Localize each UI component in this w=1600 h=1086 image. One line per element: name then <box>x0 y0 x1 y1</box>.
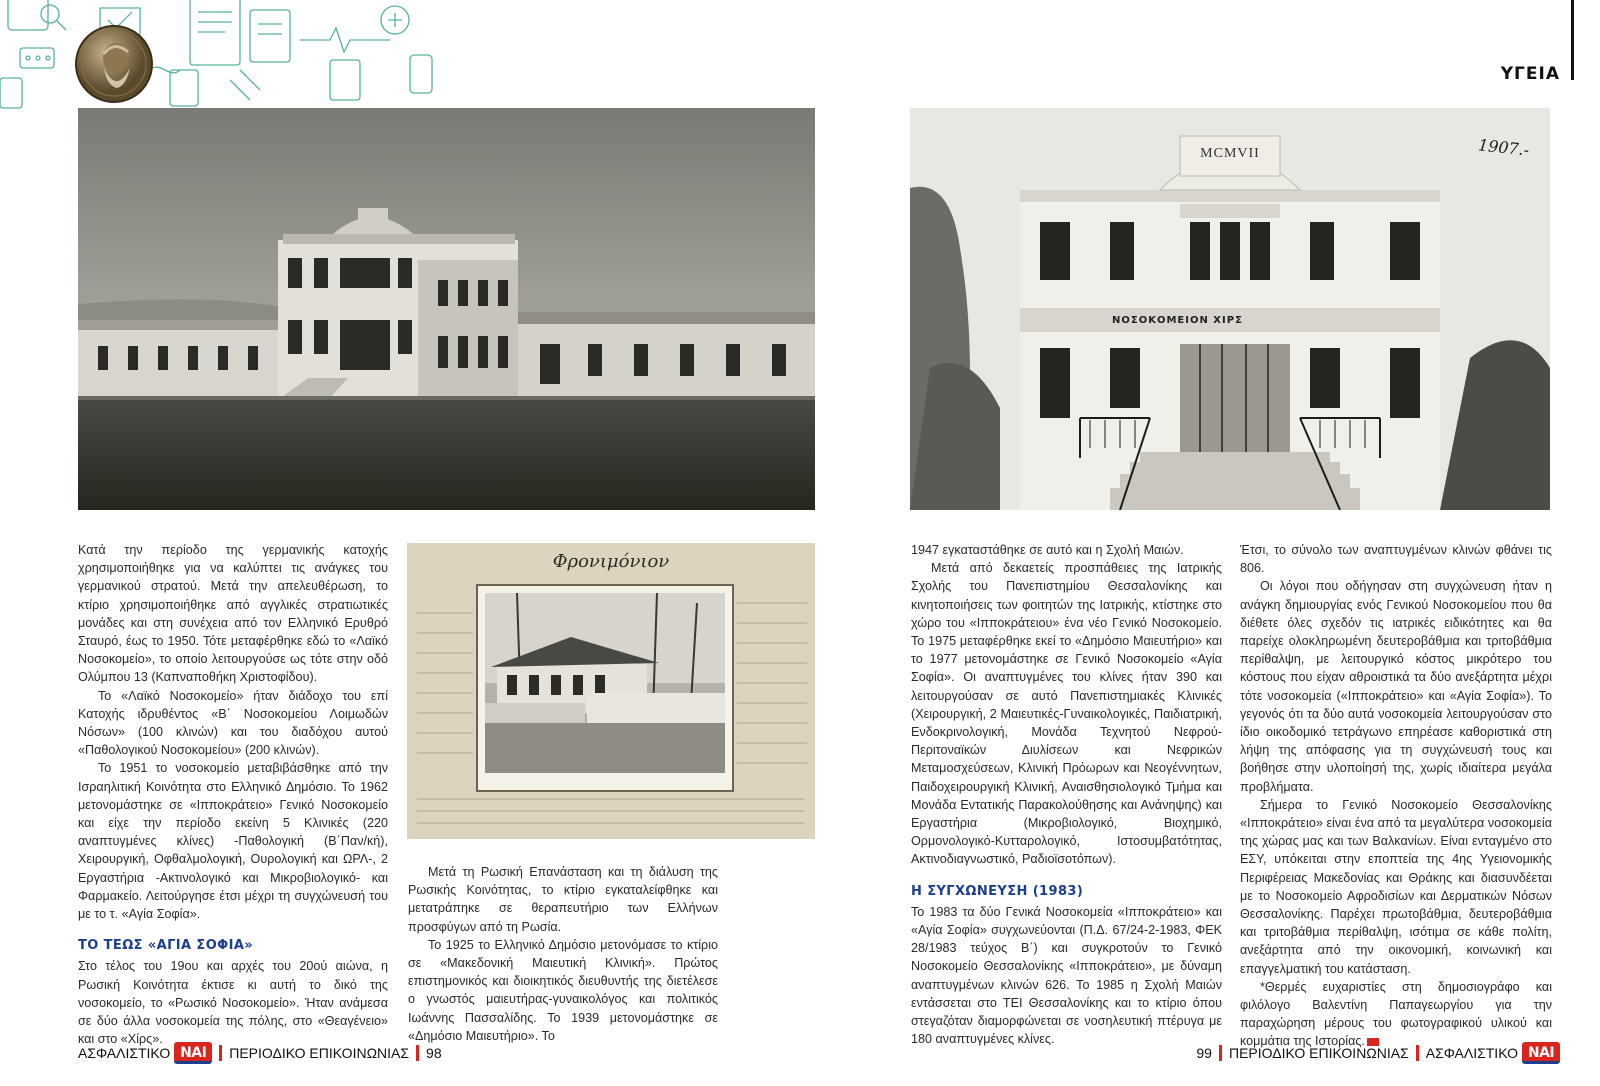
footer-divider <box>1416 1045 1419 1061</box>
page-number: 99 <box>1196 1045 1212 1061</box>
footer-label: ΠΕΡΙΟΔΙΚΟ ΕΠΙΚΟΙΝΩΝΙΑΣ <box>229 1045 410 1061</box>
footer-divider <box>416 1045 419 1061</box>
hippocrates-medallion-image <box>74 24 154 104</box>
right-column-1 <box>911 541 1222 1048</box>
paragraph: Το 1925 το Ελληνικό Δημόσιο μετονόμασε το κτίριο σε «Μακεδονική Μαιευτική Κλινική». Πρώτος επιστημονικός και διοικητικός διευθυντής της διετέλεσε ο γνωστός μαιευτήρας-γυναικολόγος και πολιτικός Ιωάννης Πασσαλίδης. Το 1939 μετονομάστηκε σε «Δημόσιο Μαιευτήριο». Το <box>408 937 718 1043</box>
paragraph: Έτσι, το σύνολο των αναπτυγμένων κλινών φθάνει τις 806. <box>1240 543 1552 576</box>
nai-logo-icon: ΝΑΙ <box>174 1042 212 1064</box>
paragraph: Το 1951 το νοσοκομείο μεταβιβάσθηκε από την Ισραηλιτική Κοινότητα στο Ελληνικό Δημόσιο. Το 1962 μετονομάστηκε σε «Ιπποκράτειο» Γενικό Νοσοκομείο και είχε την περίοδο εκείνη 5 Κλινικές (220 αναπτυγμένες κλίνες) -Παθολογική (Β΄Παν/κή), Χειρουργική, Οφθαλμολογική, Ουρολογική και ΩΡΛ-, 2 Εργαστήρια -Ακτινολογικό και Μικροβιολογικό- και Φαρμακείο. Λειτούργησε έτσι μέχρι τη συγχώνευσή του με το τ. «Αγία Σοφία». <box>78 761 388 922</box>
right-column-2 <box>1240 541 1552 1051</box>
paragraph: Κατά την περίοδο της γερμανικής κατοχής χρησιμοποιήθηκε για να καλύπτει τις ανάγκες του γερμανικού στρατού. Μετά την απελευθέρωση, το κτίριο χρησιμοποιήθηκε από αγγλικές στρατιωτικές μονάδες και στη συνέχεια από τον Ελληνικό Ερυθρό Σταυρό, έως το 1950. Τότε μεταφέρθηκε εδώ το «Λαϊκό Νοσοκομείο», το οποίο λειτουργούσε ως τότε στην οδό Ολύμπου 13 (Καπναποθήκη Χριστοφίδου). <box>78 543 388 685</box>
paragraph: Το «Λαϊκό Νοσοκομείο» ήταν διάδοχο του επί Κατοχής ιδρυθέντος «Β΄ Νοσοκομείου Λοιμωδών Νόσων» (100 κλινών) και του διαδόχου αυτού «Παθολογικού Νοσοκομείου» (200 κλινών). <box>78 688 388 758</box>
section-heading: Η ΣΥΓΧΩΝΕΥΣΗ (1983) <box>911 883 1084 899</box>
paragraph <box>1240 978 1552 1051</box>
footer-divider <box>1219 1045 1222 1061</box>
footer-label: ΠΕΡΙΟΔΙΚΟ ΕΠΙΚΟΙΝΩΝΙΑΣ <box>1228 1045 1409 1061</box>
footer-divider <box>219 1045 222 1061</box>
acknowledgement-text: *Θερμές ευχαριστίες στη δημοσιογράφο και φιλόλογο Βαλεντίνη Παπαγεωργίου για την παραχώρηση μέρους του φωτογραφικού υλικού και κομμάτια της Ιστορίας. <box>1240 979 1552 1049</box>
historic-hospital-photo <box>78 108 815 510</box>
page-number: 98 <box>426 1045 442 1061</box>
paragraph: Μετά από δεκαετείς προσπάθειες της Ιατρικής Σχολής του Πανεπιστημίου Θεσσαλονίκης και κινητοποιήσεις των φοιτητών της Ιατρικής, κτίστηκε στο χώρο του «Ιπποκράτειου» ένα νέο Γενικό Νοσοκομείο. Το 1975 μεταφέρθηκε εκεί το «Δημόσιο Μαιευτήριο» και το 1977 μετονομάστηκε σε Γενικό Νοσοκομείο «Αγία Σοφία». Οι αναπτυγμένες του κλίνες ήταν 390 και λειτουργούσαν σε αυτό Πανεπιστημιακές Κλινικές (Χειρουργική, 2 Μαιευτικές-Γυναικολογικές, Παιδιατρική, Ενδοκρινολογική, Μονάδα Τεχνητού Νεφρού-Περιτοναϊκών Διυλίσεων και Νεφρικών Μεταμοσχεύσεων, Κλινική Πρόωρων και Νεογέννητων, Παιδοχειρουργική Κλινική, Αναισθησιολογικό Τμήμα και Μονάδα Εντατικής Παρακολούθησης και Ανάνηψης) και Εργαστήρια (Μικροβιολογικό, Βιοχημικό, Ορμονολογικό-Κυτταρολογικό, Ιστοσυμβατότητας, Ακτινοδιαγνωστικό, Ραδιοϊσοτόπων). <box>911 561 1222 867</box>
footer-brand: ΑΣΦΑΛΙΣΤΙΚΟ <box>78 1045 171 1061</box>
album-page-drawing <box>407 543 815 839</box>
left-column-1 <box>78 541 388 1048</box>
building-sign: ΝΟΣΟΚΟΜΕΙΟΝ ΧΙΡΣ <box>1112 315 1243 326</box>
paragraph: Στο τέλος του 19ου και αρχές του 20ού αιώνα, η Ρωσική Κοινότητα έκτισε κι αυτή το δικό της νοσοκομείο, το «Ρωσικό Νοσοκομείο». Ήταν ανάμεσα σε δύο άλλα νοσοκομεία της πόλης, στο «Θεαγένειο» και στο «Χίρς». <box>78 959 388 1047</box>
paragraph: 1947 εγκαταστάθηκε σε αυτό και η Σχολή Μαιών. <box>911 543 1184 557</box>
paragraph: Μετά τη Ρωσική Επανάσταση και τη διάλυση της Ρωσικής Κοινότητας, το κτίριο εγκαταλείφθηκε και μετατράπηκε σε θεραπευτήριο των Ελλήνων προσφύγων από τη Ρωσία. <box>408 865 718 934</box>
left-column-2 <box>408 863 718 1045</box>
paragraph: Το 1983 τα δύο Γενικά Νοσοκομεία «Ιπποκράτειο» και «Αγία Σοφία» συγχωνεύονται (Π.Δ. 67/24-2-1983, ΦΕΚ 28/1983 τεύχος Β΄) και συγκροτούν το Γενικό Νοσοκομείο Θεσσαλονίκης «Ιπποκράτειο», με δύναμη αναπτυγμένων κλινών 626. Το 1985 η Σχολή Μαιών εντάσσεται στο ΤΕΙ Θεσσαλονίκης και το κτίριο όπου στεγαζόταν διαμορφώνεται σε νοσηλευτική πτέρυγα με 180 αναπτυγμένες κλίνες. <box>911 904 1222 1047</box>
album-page-photo <box>407 543 815 839</box>
album-handwritten-title: Φρονιμόνιον <box>552 551 670 572</box>
building-year-inscription: MCMVII <box>1200 146 1260 161</box>
section-label: ΥΓΕΙΑ <box>1500 64 1560 84</box>
right-footer <box>1196 1042 1560 1064</box>
left-footer <box>78 1042 442 1064</box>
hirsch-building-drawing <box>910 108 1550 510</box>
medical-doodles-decoration <box>0 0 440 110</box>
footer-brand: ΑΣΦΑΛΙΣΤΙΚΟ <box>1425 1045 1518 1061</box>
section-heading: ΤΟ ΤΕΩΣ «ΑΓΙΑ ΣΟΦΙΑ» <box>78 938 254 954</box>
paragraph: Σήμερα το Γενικό Νοσοκομείο Θεσσαλονίκης «Ιπποκράτειο» είναι ένα από τα μεγαλύτερα νοσοκομεία της χώρας μας και των Βαλκανίων. Είναι ενταγμένο στο ΕΣΥ, υπόκειται στην εποπτεία της 4ης Υγειονομικής Περιφέρειας Μακεδονίας και Θράκης και διασυνδέεται με το Νοσοκομείο Αφροδισίων και Δερματικών Νόσων Θεσσαλονίκης. Παρέχει πρωτοβάθμια, δευτεροβάθμια και τριτοβάθμια περίθαλψη, ισότιμα σε κάθε πολίτη, ανεξάρτητα από την οικονομική, κοινωνική και επαγγελματική του κατάσταση. <box>1240 797 1552 976</box>
nai-logo-icon: ΝΑΙ <box>1522 1042 1560 1064</box>
section-divider-bar <box>1571 0 1574 80</box>
handwritten-year: 1907.- <box>1477 135 1531 160</box>
paragraph: Οι λόγοι που οδήγησαν στη συγχώνευση ήταν η ανάγκη δημιουργίας ενός Γενικού Νοσοκομείου που θα διέθετε όλες σχεδόν τις ιατρικές ειδικότητες και θα παρείχε ολοκληρωμένη δευτεροβάθμια και τριτοβάθμια περίθαλψη, με λειτουργικό κόστος μικρότερο του κόστους που είχαν αθροιστικά τα δύο ανεξάρτητα μέχρι τότε νοσοκομεία («Ιπποκράτειο» και «Αγία Σοφία»). Το γεγονός ότι τα δύο αυτά νοσοκομεία λειτουργούσαν στο ίδιο οικοδομικό τετράγωνο επηρέασε καθοριστικά στη λήψη της απόφασης για τη συγχώνευσή τους και βοήθησε στην υλοποίησή της, χωρίς ιδιαίτερα μεγάλα προβλήματα. <box>1240 579 1552 794</box>
hirsch-hospital-1907-photo <box>910 108 1550 510</box>
